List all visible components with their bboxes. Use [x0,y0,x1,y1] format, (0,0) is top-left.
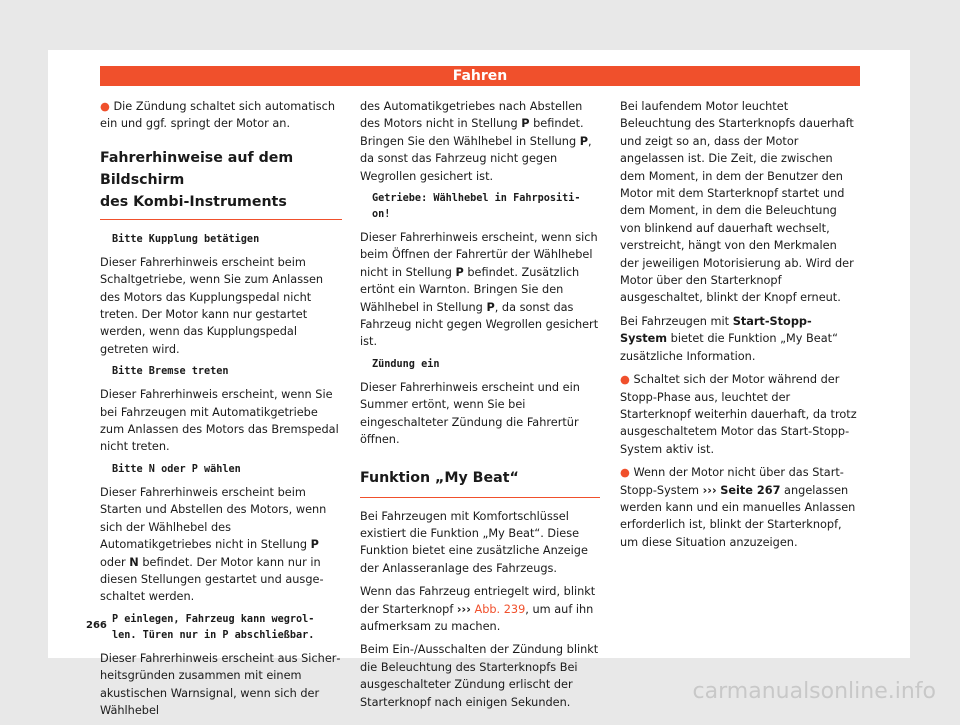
paragraph: Bei Fahrzeugen mit Start-Stopp-System bietet die Funktion „My Beat“ zusätzliche Information. [620,314,838,363]
figure-link[interactable]: Abb. 239 [474,602,526,616]
display-message: P einlegen, Fahrzeug kann wegrol- len. Türen nur in P abschließbar. [112,613,315,641]
display-message: Bitte Kupplung betätigen [112,233,260,245]
paragraph: Beim Ein-/Ausschalten der Zündung blinkt die Beleuchtung des Starterknopfs Bei ausgeschalteter Zündung erlischt der Starterknopf nach einigen Sekunden. [360,643,599,709]
reference-arrow-icon: ››› [456,602,471,616]
bullet-paragraph: ● Die Zündung schaltet sich automatisch ein und ggf. springt der Motor an. [100,100,336,131]
display-message: Getriebe: Wählhebel in Fahrpositi- on! [372,193,581,221]
section-heading-driver-messages: Fahrerhinweise auf dem Bildschirm des Kombi-Instruments [100,147,342,220]
section-heading-my-beat: Funktion „My Beat“ [360,467,600,498]
paragraph: Bei Fahrzeugen mit Komfortschlüssel existiert die Funktion „My Beat“. Diese Funktion bietet eine zusätzliche Anzeige der Anlasseranlage des Fahrzeugs. [360,509,588,575]
column-middle [360,98,600,717]
page-number: 266 [86,620,107,631]
display-message: Bitte N oder P wählen [112,463,241,475]
paragraph: Dieser Fahrerhinweis erscheint, wenn sich beim Öffnen der Fahrertür der Wählhebel nicht in Stellung P befindet. Zusätzlich ertönt ein Warnton. Bringen Sie den Wählhebel in Stellung P, da sonst das Fahrzeug nicht gegen Wegrollen gesichert ist. [360,231,599,349]
display-message: Zündung ein [372,358,440,370]
paragraph: des Automatikgetriebes nach Abstellen des Motors nicht in Stellung P befindet. Bringen Sie den Wählhebel in Stellung P, da sonst das Fahrzeug nicht gegen Wegrollen gesichert ist. [360,100,592,183]
paragraph: Bei laufendem Motor leuchtet Beleuchtung des Starterknopfs dauerhaft und zeigt so an, dass der Motor angelassen ist. Die Zeit, die zwischen dem Moment, in dem der Benutzer den Motor mit dem Starterknopf startet und dem Moment, in dem die Beleuchtung von blinkend auf dauerhaft wechselt, verstreicht, hängt von den Merkmalen der jeweiligen Motorisierung ab. Wird der Motor über den Starterknopf ausgeschaltet, blinkt der Knopf erneut. [620,100,854,305]
bullet-icon: ● [620,373,630,387]
paragraph: Dieser Fahrerhinweis erscheint, wenn Sie bei Fahrzeugen mit Automatikgetriebe zum Anlassen des Motors das Bremspedal nicht treten. [100,388,339,454]
bullet-icon: ● [100,100,110,113]
paragraph: Dieser Fahrerhinweis erscheint und ein Summer ertönt, wenn Sie bei eingeschalteter Zündung die Fahrertür öffnen. [360,380,580,447]
watermark: carmanualsonline.info [692,679,936,704]
section-header: Fahren [100,66,860,86]
page-link[interactable]: Seite 267 [720,483,781,497]
bullet-paragraph: ● Wenn der Motor nicht über das Start-Stopp-System ››› Seite 267 angelassen werden kann und ein manuelles Anlassen erforderlich ist, blinkt der Starterknopf, um diese Situation anzuzeigen. [620,466,856,549]
paragraph: Dieser Fahrerhinweis erscheint beim Schaltgetriebe, wenn Sie zum Anlassen des Motors das Kupplungspedal nicht treten. Der Motor kann nur gestartet werden, wenn das Kupplungspedal getreten wird. [100,255,324,356]
reference-arrow-icon: ››› [702,483,717,497]
display-message: Bitte Bremse treten [112,366,229,378]
paragraph: Dieser Fahrerhinweis erscheint aus Sicherheitsgründen zusammen mit einem akustischen Warnsignal, wenn sich der Wählhebel [100,651,341,717]
column-right [620,98,858,557]
paragraph: Wenn das Fahrzeug entriegelt wird, blinkt der Starterknopf ››› Abb. 239, um auf ihn aufmerksam zu machen. [360,585,596,633]
bullet-icon: ● [620,466,630,480]
bullet-paragraph: ● Schaltet sich der Motor während der Stopp-Phase aus, leuchtet der Starterknopf weiterhin dauerhaft, da trotz ausgeschaltetem Motor das Start-Stopp-System aktiv ist. [620,373,857,456]
column-left [100,98,342,725]
paragraph: Dieser Fahrerhinweis erscheint beim Starten und Abstellen des Motors, wenn sich der Wählhebel des Automatikgetriebes nicht in Stellung P oder N befindet. Der Motor kann nur in diesen Stellungen gestartet und ausgeschaltet werden. [100,485,327,604]
